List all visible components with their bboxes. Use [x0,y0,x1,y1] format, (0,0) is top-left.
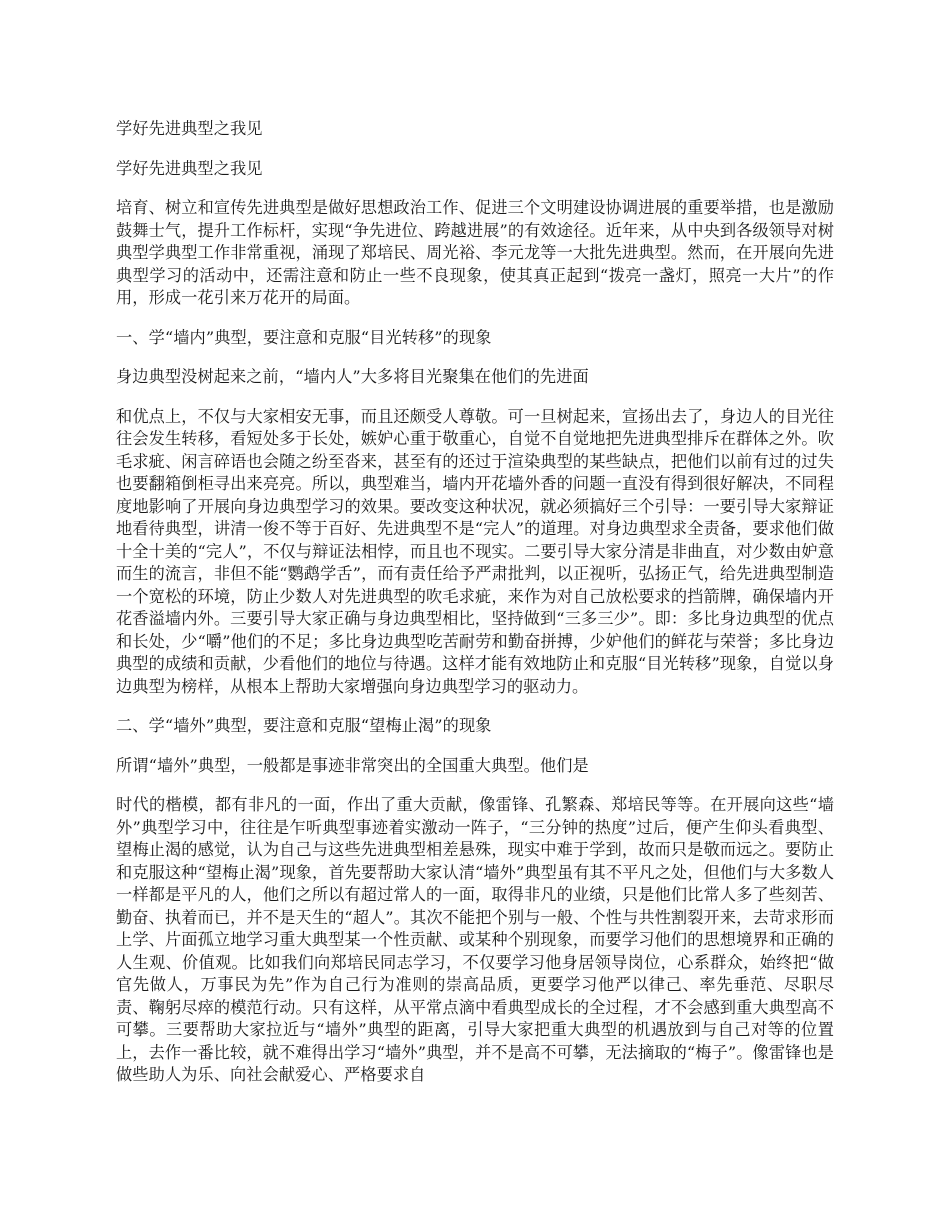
paragraph-intro: 培育、树立和宣传先进典型是做好思想政治工作、促进三个文明建设协调进展的重要举措，也是激励鼓舞士气，提升工作标杆，实现“争先进位、跨越进展”的有效途径。近年来，从中央到各级领导对树典型学典型工作非常重视，涌现了郑培民、周光裕、李元龙等一大批先进典型。然而，在开展向先进典型学习的活动中，还需注意和防止一些不良现象，使其真正起到“拨亮一盏灯，照亮一大片”的作用，形成一花引来万花开的局面。 [116,198,834,307]
paragraph-section1-body: 和优点上，不仅与大家相安无事，而且还颇受人尊敬。可一旦树起来，宣扬出去了，身边人的目光往往会发生转移，看短处多于长处，嫉妒心重于敬重心，自觉不自觉地把先进典型排斥在群体之外。吹毛求疵、闲言碎语也会随之纷至沓来，甚至有的还过于渲染典型的某些缺点，把他们以前有过的过失也要翻箱倒柜寻出来亮亮。所以，典型难当，墙内开花墙外香的问题一直没有得到很好解决，不同程度地影响了开展向身边典型学习的效果。要改变这种状况，就必须搞好三个引导：一要引导大家辩证地看待典型，讲清一俊不等于百好、先进典型不是“完人”的道理。对身边典型求全责备，要求他们做十全十美的“完人”，不仅与辩证法相悖，而且也不现实。二要引导大家分清是非曲直，对少数由妒意而生的流言，非但不能“鹦鹉学舌”，而有责任给予严肃批判，以正视听，弘扬正气，给先进典型制造一个宽松的环境，防止少数人对先进典型的吹毛求疵，来作为对自己放松要求的挡箭牌，确保墙内开花香溢墙内外。三要引导大家正确与身边典型相比，坚持做到“三多三少”。即：多比身边典型的优点和长处，少“嚼”他们的不足；多比身边典型吃苦耐劳和勤奋拼搏，少妒他们的鲜花与荣誉；多比身边典型的成绩和贡献，少看他们的地位与待遇。这样才能有效地防止和克服“目光转移”现象，自觉以身边典型为榜样，从根本上帮助大家增强向身边典型学习的驱动力。 [116,406,834,696]
section-heading-2: 二、学“墙外”典型，要注意和克服“望梅止渴”的现象 [116,716,492,735]
section-heading-1: 一、学“墙内”典型，要注意和克服“目光转移”的现象 [116,327,492,347]
paragraph-section1-lead: 身边典型没树起来之前，“墙内人”大多将目光聚集在他们的先进面 [116,367,589,386]
document-subtitle: 学好先进典型之我见 [116,158,263,178]
document-page [116,118,834,1104]
document-title: 学好先进典型之我见 [116,119,263,138]
paragraph-section2-lead: 所谓“墙外”典型，一般都是事迹非常突出的全国重大典型。他们是 [116,755,589,775]
paragraph-section2-body: 时代的楷模，都有非凡的一面，作出了重大贡献，像雷锋、孔繁森、郑培民等等。在开展向这些“墙外”典型学习中，往往是乍听典型事迹着实激动一阵子，“三分钟的热度”过后，便产生仰头看典型、望梅止渴的感觉，认为自己与这些先进典型相差悬殊，现实中难于学到，故而只是敬而远之。要防止和克服这种“望梅止渴”现象，首先要帮助大家认清“墙外”典型虽有其不平凡之处，但他们与大多数人一样都是平凡的人，他们之所以有超过常人的一面，取得非凡的业绩，只是他们比常人多了些刻苦、勤奋、执着而已，并不是天生的“超人”。其次不能把个别与一般、个性与共性割裂开来，去苛求形而上学、片面孤立地学习重大典型某一个性贡献、或某种个别现象，而要学习他们的思想境界和正确的人生观、价值观。比如我们向郑培民同志学习，不仅要学习他身居领导岗位，心系群众，始终把“做官先做人，万事民为先”作为自己行为准则的崇高品质，更要学习他严以律己、率先垂范、尽职尽责、鞠躬尽瘁的模范行动。只有这样，从平常点滴中看典型成长的全过程，才不会感到重大典型高不可攀。三要帮助大家拉近与“墙外”典型的距离，引导大家把重大典型的机遇放到与自己对等的位置上，去作一番比较，就不难得出学习“墙外”典型，并不是高不可攀，无法摘取的“梅子”。像雷锋也是做些助人为乐、向社会献爱心、严格要求自 [116,795,834,1084]
